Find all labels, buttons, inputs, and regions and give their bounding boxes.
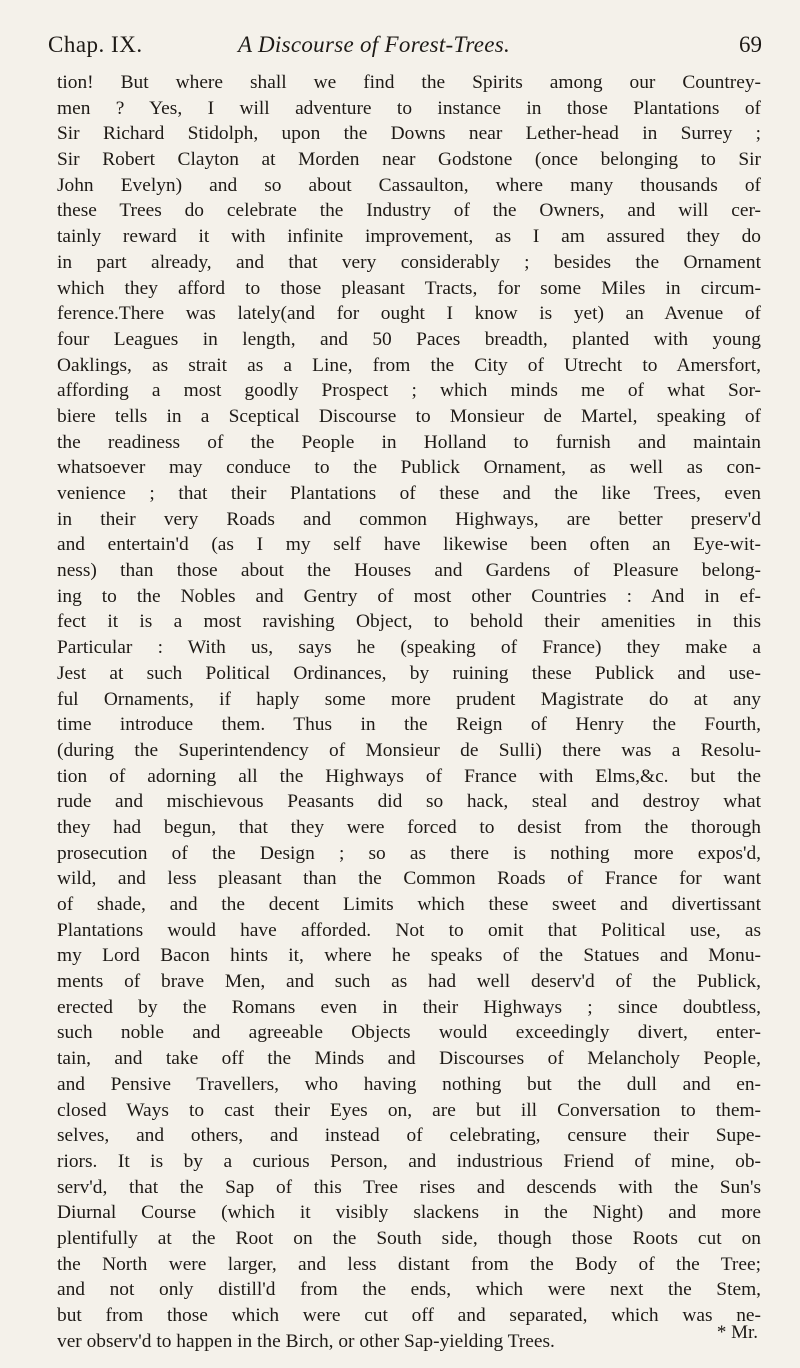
- text-line: men ? Yes, I will adventure to instance in those Plantations of: [57, 97, 761, 119]
- text-line: time introduce them. Thus in the Reign of Henry the Fourth,: [57, 714, 761, 736]
- text-line: the North were larger, and less distant from the Body of the Tree;: [57, 1253, 761, 1275]
- text-line: tainly reward it with infinite improvement, as I am assured they do: [57, 226, 761, 248]
- text-line: ference.There was lately(and for ought I know is yet) an Avenue of: [57, 303, 761, 325]
- text-line: selves, and others, and instead of celebrating, censure their Supe-: [57, 1125, 761, 1147]
- text-line: which they afford to those pleasant Tracts, for some Miles in circum-: [57, 277, 761, 299]
- text-line: tion! But where shall we find the Spirits among our Countrey-: [57, 72, 761, 93]
- text-line: and entertain'd (as I my self have likewise been often an Eye-wit-: [57, 534, 761, 556]
- text-line: they had begun, that they were forced to desist from the thorough: [57, 816, 761, 838]
- text-line: Sir Robert Clayton at Morden near Godstone (once belonging to Sir: [57, 149, 761, 171]
- chapter-label: Chap. IX.: [48, 32, 143, 57]
- text-line: such noble and agreeable Objects would exceedingly divert, enter-: [57, 1022, 761, 1044]
- text-line: Sir Richard Stidolph, upon the Downs near Lether-head in Surrey ;: [57, 123, 761, 145]
- text-line: and not only distill'd from the ends, which were next the Stem,: [57, 1279, 761, 1301]
- page-number: 69: [739, 32, 762, 57]
- text-line: these Trees do celebrate the Industry of the Owners, and will cer-: [57, 200, 761, 222]
- text-line: ver observ'd to happen in the Birch, or other Sap-yielding Trees.: [57, 1330, 555, 1352]
- text-line: serv'd, that the Sap of this Tree rises and descends with the Sun's: [57, 1176, 761, 1198]
- text-line: and Pensive Travellers, who having nothing but the dull and en-: [57, 1073, 761, 1095]
- catchword: * Mr.: [716, 1322, 758, 1343]
- running-header: [48, 28, 762, 64]
- text-line: ness) than those about the Houses and Gardens of Pleasure belong-: [57, 560, 761, 582]
- text-line: plentifully at the Root on the South side, though those Roots cut on: [57, 1227, 761, 1249]
- text-line: ing to the Nobles and Gentry of most other Countries : And in ef-: [57, 585, 761, 607]
- text-line: in part already, and that very considerably ; besides the Ornament: [57, 251, 761, 273]
- text-line: wild, and less pleasant than the Common Roads of France for want: [57, 868, 761, 890]
- text-line: the readiness of the People in Holland to furnish and maintain: [57, 431, 761, 453]
- text-line: but from those which were cut off and separated, which was ne-: [57, 1305, 761, 1326]
- text-line: my Lord Bacon hints it, where he speaks of the Statues and Monu-: [57, 945, 761, 967]
- text-line: closed Ways to cast their Eyes on, are but ill Conversation to them-: [57, 1099, 761, 1121]
- text-line: Plantations would have afforded. Not to omit that Political use, as: [57, 919, 761, 941]
- text-line: Diurnal Course (which it visibly slackens in the Night) and more: [57, 1202, 761, 1224]
- text-line: prosecution of the Design ; so as there is nothing more expos'd,: [57, 842, 761, 864]
- text-line: four Leagues in length, and 50 Paces breadth, planted with young: [57, 328, 761, 350]
- text-line: riors. It is by a curious Person, and industrious Friend of mine, ob-: [57, 1150, 761, 1172]
- text-line: (during the Superintendency of Monsieur de Sulli) there was a Resolu-: [57, 739, 761, 761]
- text-line: of shade, and the decent Limits which these sweet and divertissant: [57, 894, 761, 915]
- running-title: A Discourse of Forest-Trees.: [238, 32, 511, 57]
- text-line: Particular : With us, says he (speaking of France) they make a: [57, 637, 761, 659]
- text-body: [57, 70, 761, 1354]
- text-line: ful Ornaments, if haply some more prudent Magistrate do at any: [57, 688, 761, 710]
- text-line: fect it is a most ravishing Object, to behold their amenities in this: [57, 611, 761, 633]
- text-line: erected by the Romans even in their Highways ; since doubtless,: [57, 996, 761, 1018]
- text-line: whatsoever may conduce to the Publick Ornament, as well as con-: [57, 457, 761, 479]
- text-line: John Evelyn) and so about Cassaulton, where many thousands of: [57, 174, 761, 196]
- text-line: Oaklings, as strait as a Line, from the City of Utrecht to Amersfort,: [57, 354, 761, 376]
- text-line: biere tells in a Sceptical Discourse to Monsieur de Martel, speaking of: [57, 405, 761, 427]
- text-line: Jest at such Political Ordinances, by ruining these Publick and use-: [57, 662, 761, 684]
- text-line: rude and mischievous Peasants did so hack, steal and destroy what: [57, 791, 761, 813]
- text-line: affording a most goodly Prospect ; which minds me of what Sor-: [57, 380, 761, 402]
- text-line: in their very Roads and common Highways, are better preserv'd: [57, 508, 761, 530]
- text-line: tain, and take off the Minds and Discourses of Melancholy People,: [57, 1048, 761, 1070]
- text-line: tion of adorning all the Highways of France with Elms,&c. but the: [57, 765, 761, 787]
- text-line: venience ; that their Plantations of these and the like Trees, even: [57, 483, 761, 504]
- text-line: ments of brave Men, and such as had well deserv'd of the Publick,: [57, 971, 761, 993]
